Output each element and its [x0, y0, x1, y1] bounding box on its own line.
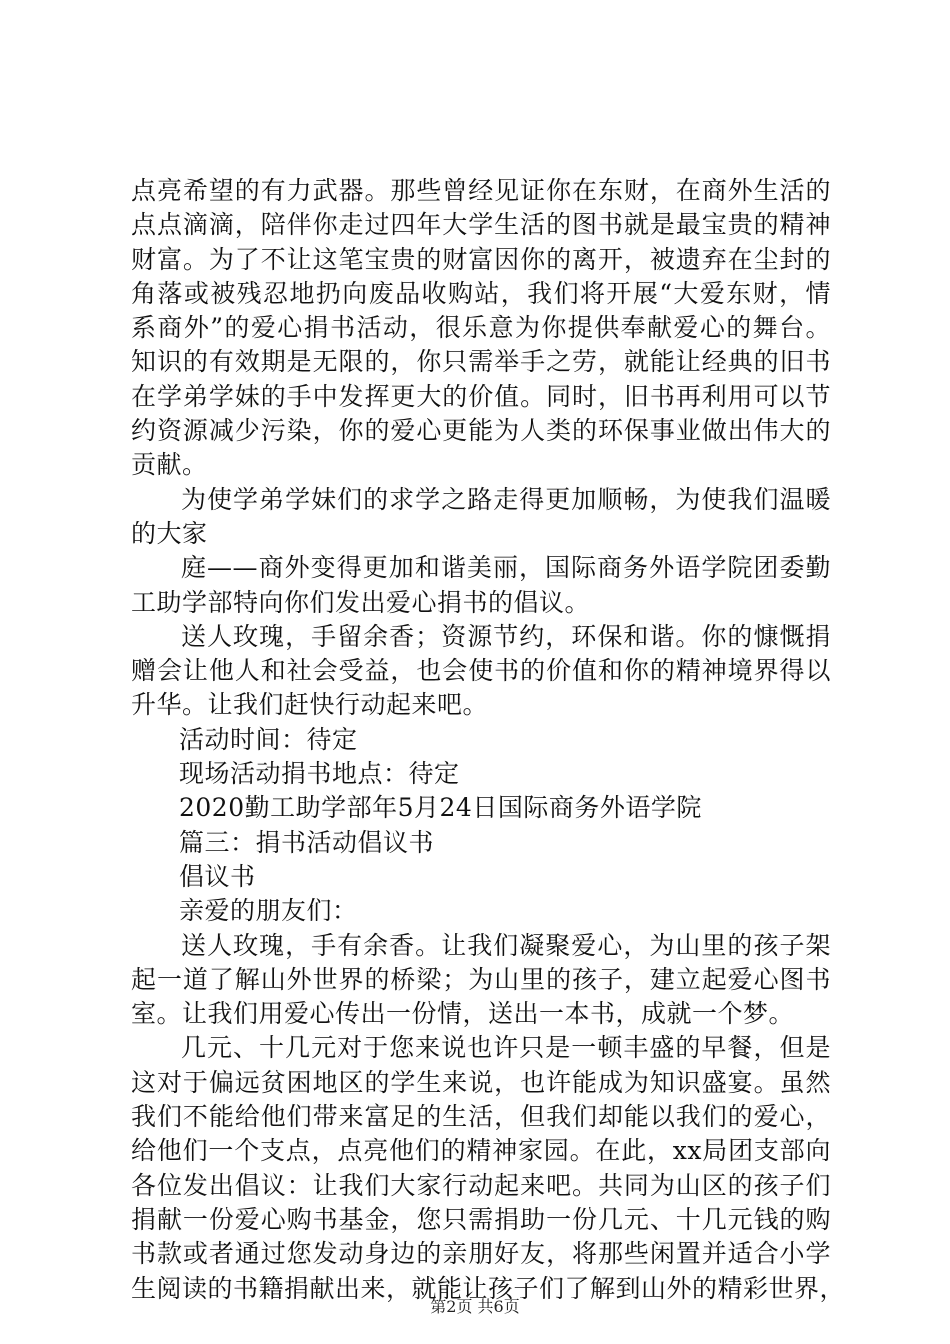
text-line-13: 工助学部特向你们发出爱心捐书的倡议。	[131, 587, 591, 617]
text-line-12: 庭——商外变得更加和谐美丽，国际商务外语学院团委勤	[181, 553, 831, 583]
text-line-8: 约资源减少污染，你的爱心更能为人类的环保事业做出伟大的	[131, 416, 831, 446]
text-line-9: 贡献。	[131, 450, 208, 480]
text-line-33: 生阅读的书籍捐献出来，就能让孩子们了解到山外的精彩世界，	[131, 1273, 846, 1303]
text-line-14: 送人玫瑰，手留余香；资源节约，环保和谐。你的慷慨捐	[181, 621, 831, 651]
text-line-15: 赠会让他人和社会受益，也会使书的价值和你的精神境界得以	[131, 656, 831, 686]
document-body	[131, 174, 846, 1306]
text-line-3: 财富。为了不让这笔宝贵的财富因你的离开，被遗弃在尘封的	[131, 244, 831, 274]
text-line-5: 系商外”的爱心捐书活动，很乐意为你提供奉献爱心的舞台。	[131, 313, 831, 343]
text-line-6: 知识的有效期是无限的，你只需举手之劳，就能让经典的旧书	[131, 347, 831, 377]
text-line-26: 几元、十几元对于您来说也许只是一顿丰盛的早餐，但是	[181, 1033, 831, 1063]
text-line-24: 起一道了解山外世界的桥梁；为山里的孩子，建立起爱心图书	[131, 964, 831, 994]
text-line-32: 书款或者通过您发动身边的亲朋好友，将那些闲置并适合小学	[131, 1239, 831, 1269]
text-line-16: 升华。让我们赶快行动起来吧。	[131, 690, 489, 720]
text-line-2: 点点滴滴，陪伴你走过四年大学生活的图书就是最宝贵的精神	[131, 210, 831, 240]
text-line-10: 为使学弟学妹们的求学之路走得更加顺畅，为使我们温暖	[181, 484, 831, 514]
text-line-1: 点亮希望的有力武器。那些曾经见证你在东财，在商外生活的	[131, 176, 831, 205]
text-line-31: 捐献一份爱心购书基金，您只需捐助一份几元、十几元钱的购	[131, 1204, 831, 1234]
activity-time-line: 活动时间：待定	[179, 724, 358, 754]
text-line-30: 各位发出倡议：让我们大家行动起来吧。共同为山区的孩子们	[131, 1170, 831, 1200]
page-number-footer: 第2页 共6页	[430, 1297, 520, 1316]
text-line-25: 室。让我们用爱心传出一份情，送出一本书，成就一个梦。	[131, 999, 795, 1029]
text-line-7: 在学弟学妹的手中发挥更大的价值。同时，旧书再利用可以节	[131, 381, 831, 411]
activity-location-line: 现场活动捐书地点：待定	[179, 759, 460, 789]
date-signature-line: 2020勤工助学部年5月24日国际商务外语学院	[179, 793, 702, 823]
text-line-11: 的大家	[131, 518, 208, 548]
document-title: 倡议书	[179, 861, 256, 891]
text-line-29: 给他们一个支点，点亮他们的精神家园。在此，xx局团支部向	[131, 1136, 831, 1166]
salutation: 亲爱的朋友们：	[179, 896, 358, 926]
text-line-28: 我们不能给他们带来富足的生活，但我们却能以我们的爱心，	[131, 1102, 831, 1132]
text-line-27: 这对于偏远贫困地区的学生来说，也许能成为知识盛宴。虽然	[131, 1067, 831, 1097]
text-line-4: 角落或被残忍地扔向废品收购站，我们将开展“大爱东财，情	[131, 278, 831, 308]
text-line-23: 送人玫瑰，手有余香。让我们凝聚爱心，为山里的孩子架	[181, 930, 831, 960]
section-heading: 篇三：捐书活动倡议书	[179, 827, 435, 857]
